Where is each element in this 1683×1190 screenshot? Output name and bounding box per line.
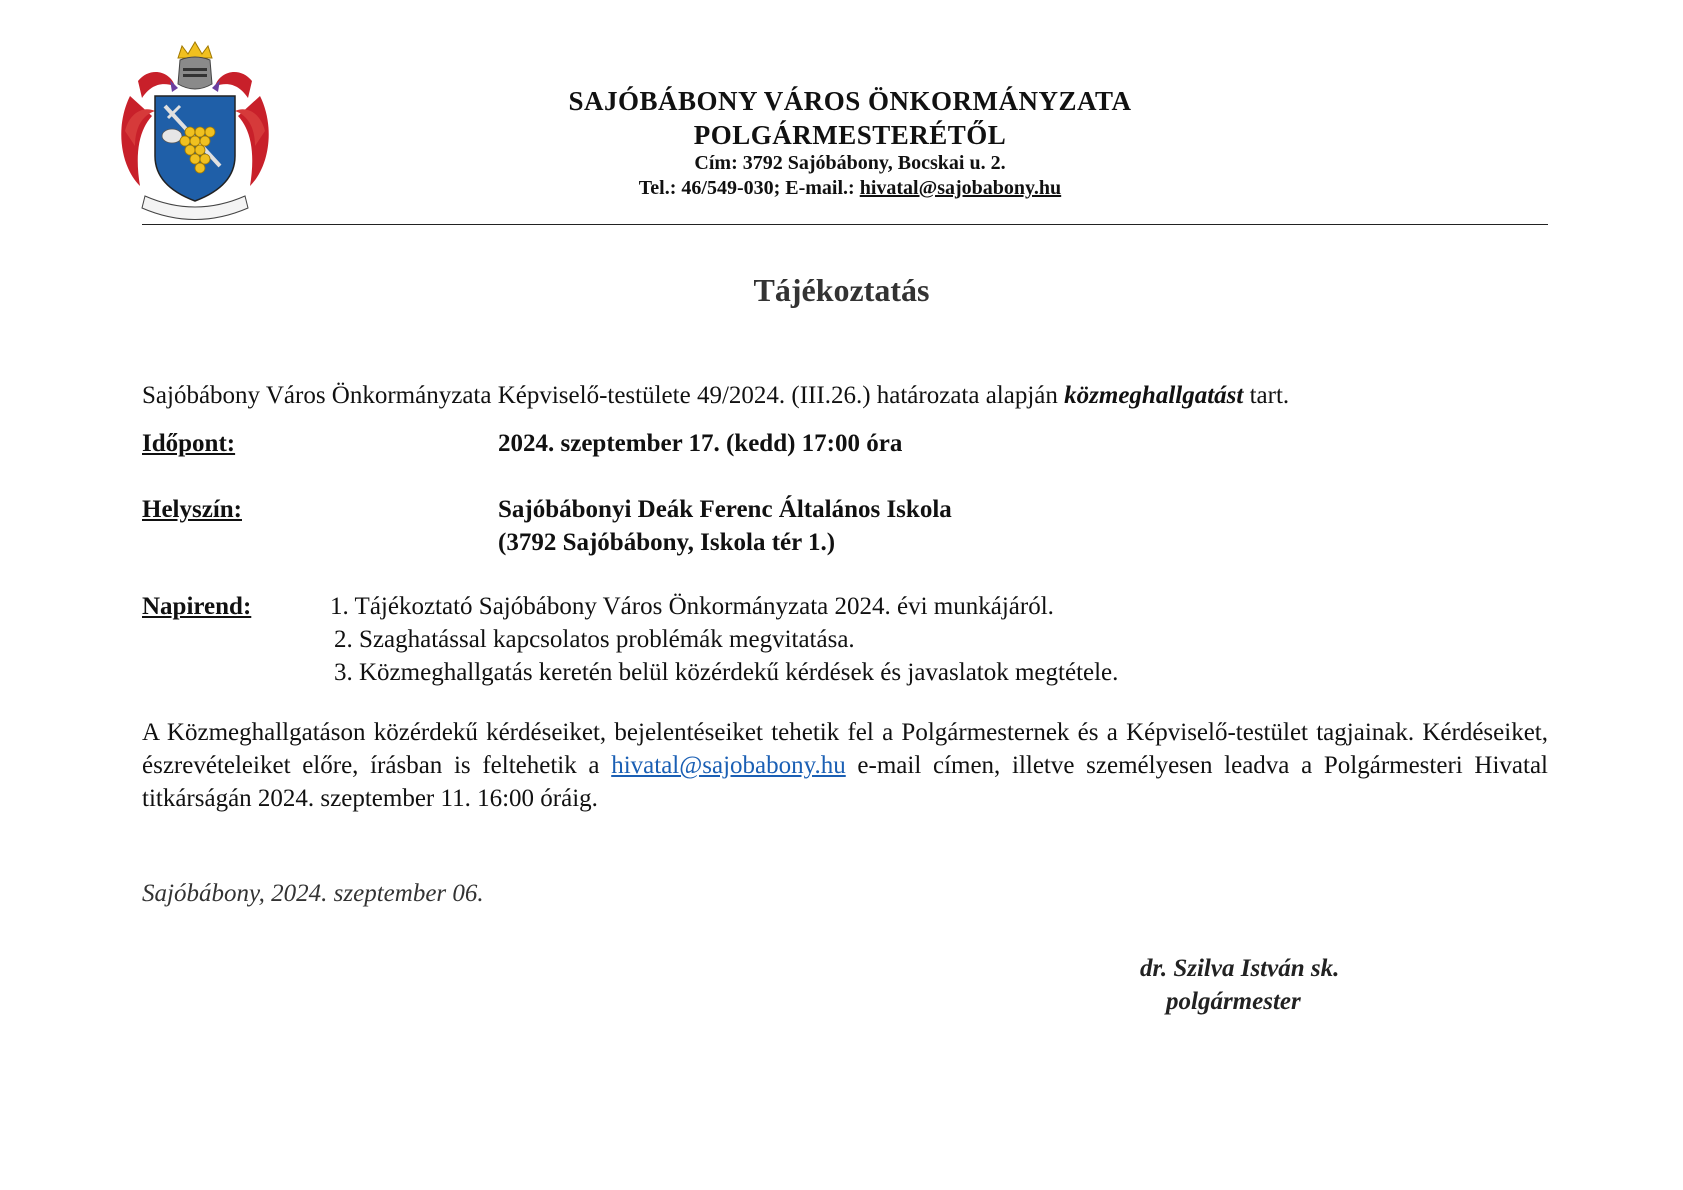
intro-suffix: tart. [1243, 382, 1290, 409]
info-text-part2: e-mail címen, illetve személyesen leadva a Polgármesteri Hivatal titkárságán 2024. szeptember 11. 16:00 óráig. [142, 752, 1548, 812]
coat-of-arms-logo [120, 36, 270, 226]
office-address: Cím: 3792 Sajóbábony, Bocskai u. 2. [694, 152, 1006, 174]
intro-text: Sajóbábony Város Önkormányzata Képviselő-testülete 49/2024. (III.26.) határozata alapján [142, 382, 1065, 409]
place-address: (3792 Sajóbábony, Iskola tér 1.) [498, 529, 836, 556]
document-title: Tájékoztatás [753, 272, 930, 308]
email-link[interactable]: hivatal@sajobabony.hu [611, 752, 846, 779]
office-name: POLGÁRMESTERÉTŐL [693, 120, 1007, 150]
place-name: Sajóbábonyi Deák Ferenc Általános Iskola [498, 496, 952, 523]
time-label: Időpont: [142, 430, 236, 457]
agenda-label: Napirend: [142, 593, 252, 620]
header-divider [142, 224, 1548, 225]
contact-phone-text: Tel.: 46/549-030; E-mail.: [638, 177, 860, 199]
organization-name: SAJÓBÁBONY VÁROS ÖNKORMÁNYZATA [568, 86, 1132, 116]
intro-emphasis: közmeghallgatást [1064, 382, 1244, 409]
office-contact [400, 177, 1300, 200]
info-text-part1: A Közmeghallgatáson közérdekű kérdéseiket, bejelentéseiket tehetik fel a Polgármesternek és a Képviselő-testület tagjainak. Kérdéseiket, észrevételeiket előre, írásban is feltehetik a [142, 719, 1548, 779]
intro-sentence [142, 382, 1289, 410]
agenda-item-1: 1. Tájékoztató Sajóbábony Város Önkormányzata 2024. évi munkájáról. [330, 593, 1054, 620]
info-paragraph [142, 716, 1548, 815]
signatory-role: polgármester [1166, 988, 1301, 1015]
contact-email-link[interactable]: hivatal@sajobabony.hu [859, 177, 1062, 199]
place-label: Helyszín: [142, 496, 242, 523]
signatory-name: dr. Szilva István sk. [1140, 955, 1340, 982]
agenda-item-3: 3. Közmeghallgatás keretén belül közérdekű kérdések és javaslatok megtétele. [334, 659, 1119, 686]
agenda-item-2: 2. Szaghatással kapcsolatos problémák megvitatása. [334, 626, 855, 653]
time-value: 2024. szeptember 17. (kedd) 17:00 óra [498, 430, 903, 457]
place-and-date: Sajóbábony, 2024. szeptember 06. [142, 880, 484, 907]
